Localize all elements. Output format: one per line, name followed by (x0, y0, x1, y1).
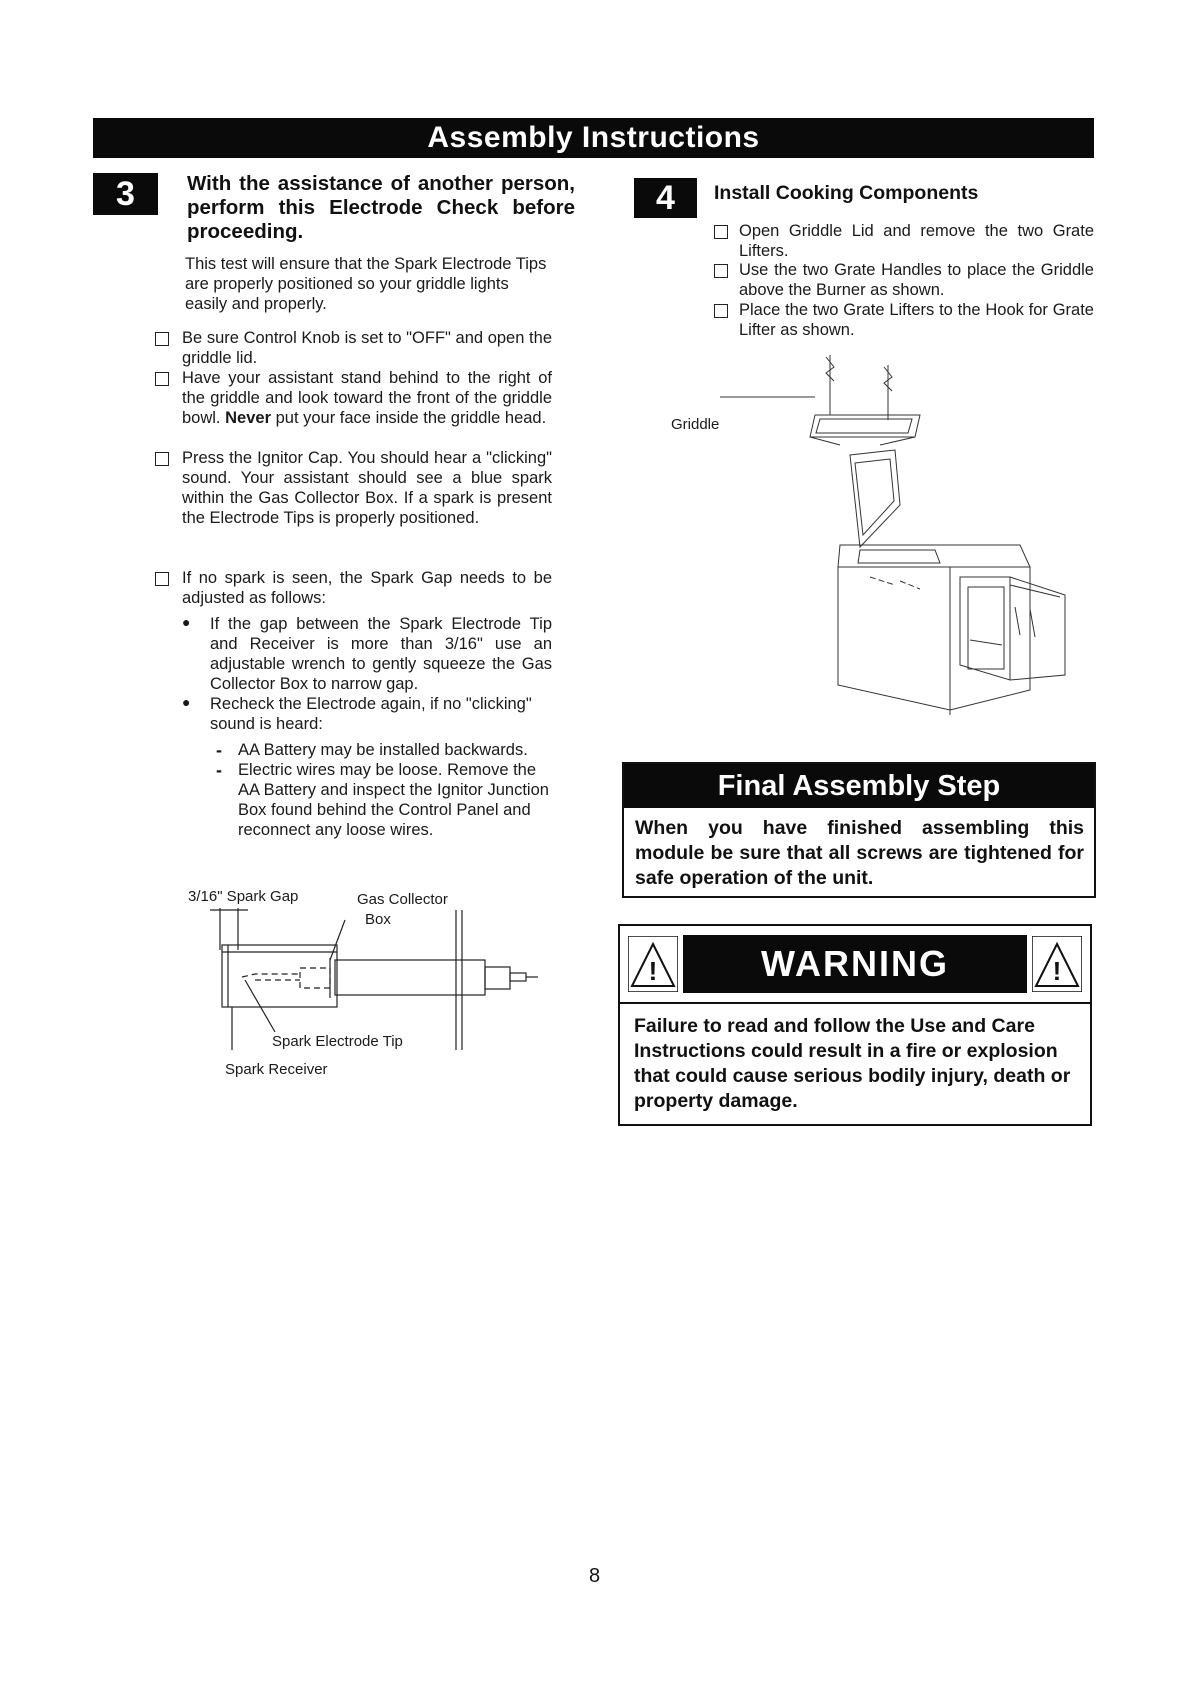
checkbox-7[interactable] (714, 304, 728, 318)
spark-gap-label: 3/16" Spark Gap (188, 888, 299, 905)
bullet-dot-1: ● (182, 614, 191, 630)
spark-gap-diagram (180, 880, 580, 1080)
griddle-cart-illustration (720, 345, 1080, 715)
checkbox-3[interactable] (155, 452, 169, 466)
step-3-heading: With the assistance of another person, perform this Electrode Check before proceeding. (187, 172, 575, 243)
checkbox-1[interactable] (155, 332, 169, 346)
step-3-item-1: Be sure Control Knob is set to "OFF" and open the griddle lid. (182, 329, 552, 367)
step-4-number: 4 (634, 178, 697, 218)
step-4-item-1: Open Griddle Lid and remove the two Grate Lifters. (739, 222, 1094, 260)
gas-collector-box-label: Box (365, 911, 391, 928)
step-4-heading: Install Cooking Components (714, 182, 979, 204)
checkbox-4[interactable] (155, 572, 169, 586)
warning-header (620, 926, 1090, 1004)
gas-collector-label: Gas Collector (357, 891, 448, 908)
svg-text:!: ! (1052, 956, 1062, 986)
dash-marker-2: - (216, 760, 222, 780)
final-assembly-box (622, 762, 1096, 898)
step-3-item-2 (182, 368, 552, 428)
dash-item-1: AA Battery may be installed backwards. (238, 741, 528, 759)
warning-text: Failure to read and follow the Use and Care Instructions could result in a fire or explosion that could cause serious bodily injury, death or property damage. (634, 1015, 1071, 1112)
bullet-dot-2: ● (182, 694, 191, 710)
warning-box (618, 924, 1092, 1126)
item-2-text-b: put your face inside the griddle head. (275, 409, 547, 427)
final-assembly-title: Final Assembly Step (624, 764, 1094, 808)
warning-triangle-left-icon (628, 936, 678, 992)
page-number: 8 (588, 1565, 601, 1587)
step-3-intro: This test will ensure that the Spark Electrode Tips are properly positioned so your griddle lights easily and properly. (185, 255, 547, 313)
checkbox-6[interactable] (714, 264, 728, 278)
warning-title-bar (683, 935, 1027, 993)
step-4-item-3: Place the two Grate Lifters to the Hook for Grate Lifter as shown. (739, 301, 1094, 339)
bullet-2: Recheck the Electrode again, if no "clicking" sound is heard: (210, 695, 532, 733)
step-3-item-4: If no spark is seen, the Spark Gap needs to be adjusted as follows: (182, 569, 552, 607)
svg-text:!: ! (648, 956, 658, 986)
step-3-number: 3 (93, 173, 158, 215)
page-banner: Assembly Instructions (93, 118, 1094, 158)
item-2-text-a: Have your assistant stand behind to the right of the griddle and look toward the front of the griddle bowl. (182, 369, 552, 427)
dash-item-2: Electric wires may be loose. Remove the AA Battery and inspect the Ignitor Junction Box found behind the Control Panel and reconnect any loose wires. (238, 761, 549, 839)
item-2-never: Never (225, 409, 271, 427)
warning-title: WARNING (761, 943, 949, 984)
step-4-item-2: Use the two Grate Handles to place the Griddle above the Burner as shown. (739, 261, 1094, 299)
spark-receiver-label: Spark Receiver (225, 1061, 328, 1078)
checkbox-5[interactable] (714, 225, 728, 239)
griddle-label: Griddle (671, 416, 720, 433)
final-assembly-text: When you have finished assembling this module be sure that all screws are tightened for safe operation of the unit. (635, 817, 1084, 889)
dash-marker-1: - (216, 740, 222, 760)
step-3-item-3: Press the Ignitor Cap. You should hear a "clicking" sound. Your assistant should see a blue spark within the Gas Collector Box. If a spark is present the Electrode Tips is properly positioned. (182, 449, 552, 527)
warning-triangle-right-icon (1032, 936, 1082, 992)
checkbox-2[interactable] (155, 372, 169, 386)
spark-electrode-tip-label: Spark Electrode Tip (272, 1033, 403, 1050)
bullet-1: If the gap between the Spark Electrode Tip and Receiver is more than 3/16" use an adjustable wrench to gently squeeze the Gas Collector Box to narrow gap. (210, 615, 552, 693)
